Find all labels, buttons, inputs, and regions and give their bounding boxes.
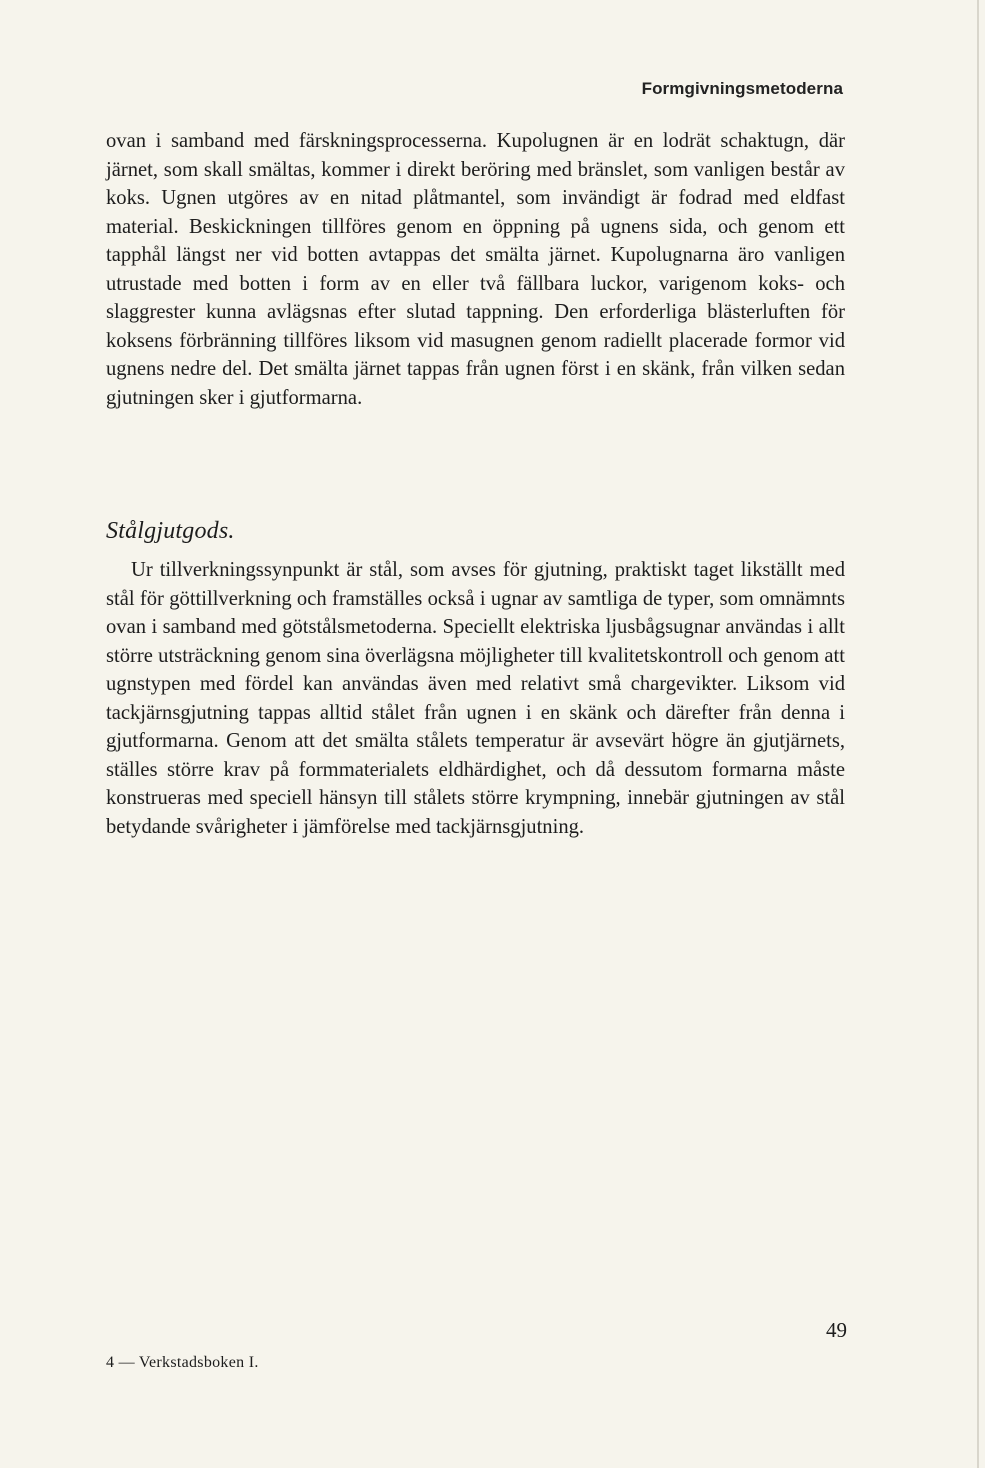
running-head: Formgivningsmetoderna: [641, 79, 843, 98]
section-heading: Stålgjutgods.: [106, 518, 235, 544]
paragraph-stalgjutgods: Ur tillverkningssynpunkt är stål, som avses för gjutning, praktiskt taget likställt med stål för göttillverkning och framställes också i ugnar av samtliga de typer, som omnämnts ovan i samband med götstålsmetoderna. Speciellt elektriska ljusbågsugnar användas i allt större utsträckning genom sina överlägsna möjligheter till kvalitetskontroll och genom att ugnstypen med fördel kan användas även med relativt små chargevikter. Liksom vid tackjärnsgjutning tappas alltid stålet från ugnen i en skänk och därefter från denna i gjutformarna. Genom att det smälta stålets temperatur är avsevärt högre än gjutjärnets, ställes större krav på formmaterialets eldhärdighet, och då dessutom formarna måste konstrueras med speciell hänsyn till stålets större krympning, innebär gjutningen av stål betydande svårigheter i jämförelse med tackjärnsgjutning.: [106, 559, 845, 838]
signature-line: 4 — Verkstadsboken I.: [106, 1354, 259, 1371]
page-number: 49: [826, 1318, 847, 1342]
page-edge: [977, 0, 979, 1468]
paragraph-kupolugn: ovan i samband med färskningsprocesserna. Kupolugnen är en lodrät schaktugn, där järnet, som skall smältas, kommer i direkt beröring med bränslet, som vanligen består av koks. Ugnen utgöres av en nitad plåtmantel, som invändigt är fodrad med eldfast material. Beskickningen tillföres genom en öppning på ugnens sida, och genom ett tapphål längst ner vid botten avtappas det smälta järnet. Kupolugnarna äro vanligen utrustade med botten i form av en eller två fällbara luckor, varigenom koks- och slaggrester kunna avlägsnas efter slutad tappning. Den erforderliga blästerluften för koksens förbränning tillföres liksom vid masugnen genom radiellt placerade formor vid ugnens nedre del. Det smälta järnet tappas från ugnen först i en skänk, från vilken sedan gjutningen sker i gjutformarna.: [106, 130, 845, 409]
